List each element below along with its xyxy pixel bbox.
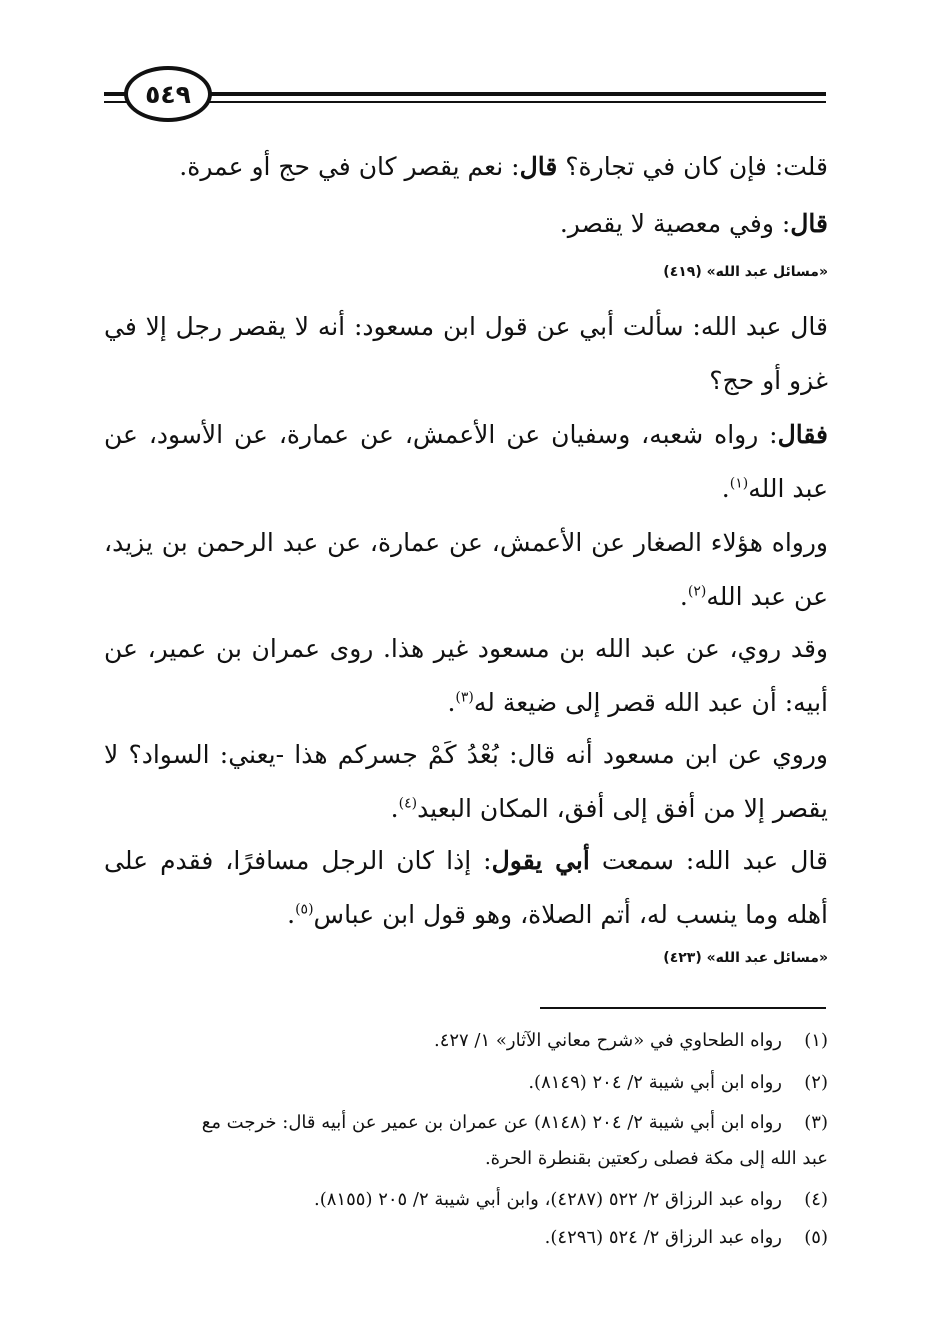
footnote-number: (٤): [804, 1189, 828, 1210]
footnote-4: (٤)رواه عبد الرزاق ٢/ ٥٢٢ (٤٢٨٧)، وابن أبي شيبة ٢/ ٢٠٥ (٨١٥٥).: [104, 1183, 828, 1216]
header-rule-thick: [104, 92, 826, 96]
footnote-1: (١)رواه الطحاوي في «شرح معاني الآثار» ١/ ٤٢٧.: [104, 1024, 828, 1057]
paragraph-1: قلت: فإن كان في تجارة؟ قال: نعم يقصر كان في حج أو عمرة.: [179, 152, 828, 181]
bold-label: فقال: [777, 420, 828, 449]
footnote-number: (٣): [804, 1112, 828, 1133]
footnote-3: (٣)رواه ابن أبي شيبة ٢/ ٢٠٤ (٨١٤٨) عن عمران بن عمير عن أبيه قال: خرجت مع: [104, 1106, 828, 1139]
footnote-ref: (٥): [295, 901, 314, 918]
footnote-number: (٢): [804, 1072, 828, 1093]
footnote-3-continuation: عبد الله إلى مكة فصلى ركعتين بقنطرة الحرة.: [484, 1148, 828, 1169]
paragraph-6: وقد روي، عن عبد الله بن مسعود غير هذا. روى عمران بن عمير، عن أبيه: أن عبد الله قصر إلى ضيعة له$^{(٣)}$.: [104, 634, 828, 717]
footnote-number: (١): [804, 1030, 828, 1051]
footnote-ref: (٤): [398, 795, 418, 812]
page-number: ٥٤٩: [124, 66, 212, 122]
bold-label: قال: [519, 152, 558, 181]
bold-label: أبي يقول: [491, 846, 590, 875]
paragraph-2: قال: وفي معصية لا يقصر.: [559, 209, 828, 238]
footnote-ref: (٣): [455, 689, 474, 706]
source-citation-2: «مسائل عبد الله» (٤٢٣): [663, 950, 828, 966]
paragraph-7: وروي عن ابن مسعود أنه قال: بُعْدُ كَمْ جسركم هذا -يعني: السواد؟ لا يقصر إلا من أفق إلى أفق، المكان البعيد$^{(٤)}$.: [104, 740, 828, 823]
paragraph-8: قال عبد الله: سمعت أبي يقول: إذا كان الرجل مسافرًا، فقدم على أهله وما ينسب له، أتم الصلاة، وهو قول ابن عباس$^{(٥)}$.: [104, 846, 828, 929]
footnote-5: (٥)رواه عبد الرزاق ٢/ ٥٢٤ (٤٢٩٦).: [104, 1221, 828, 1254]
footnote-number: (٥): [804, 1227, 828, 1248]
header-rule-thin: [104, 101, 826, 103]
footnote-ref: (٢): [687, 583, 707, 600]
bold-label: قال: [790, 209, 828, 238]
paragraph-4: فقال: رواه شعبه، وسفيان عن الأعمش، عن عمارة، عن الأسود، عن عبد الله$^{(١)}$.: [104, 420, 828, 503]
footnote-2: (٢)رواه ابن أبي شيبة ٢/ ٢٠٤ (٨١٤٩).: [104, 1066, 828, 1099]
footnote-divider: [540, 1007, 826, 1009]
paragraph-5: ورواه هؤلاء الصغار عن الأعمش، عن عمارة، عن عبد الرحمن بن يزيد، عن عبد الله$^{(٢)}$.: [104, 528, 828, 611]
footnote-ref: (١): [729, 475, 749, 492]
paragraph-3: قال عبد الله: سألت أبي عن قول ابن مسعود: أنه لا يقصر رجل إلا في غزو أو حج؟: [104, 312, 828, 395]
source-citation-1: «مسائل عبد الله» (٤١٩): [663, 264, 828, 280]
